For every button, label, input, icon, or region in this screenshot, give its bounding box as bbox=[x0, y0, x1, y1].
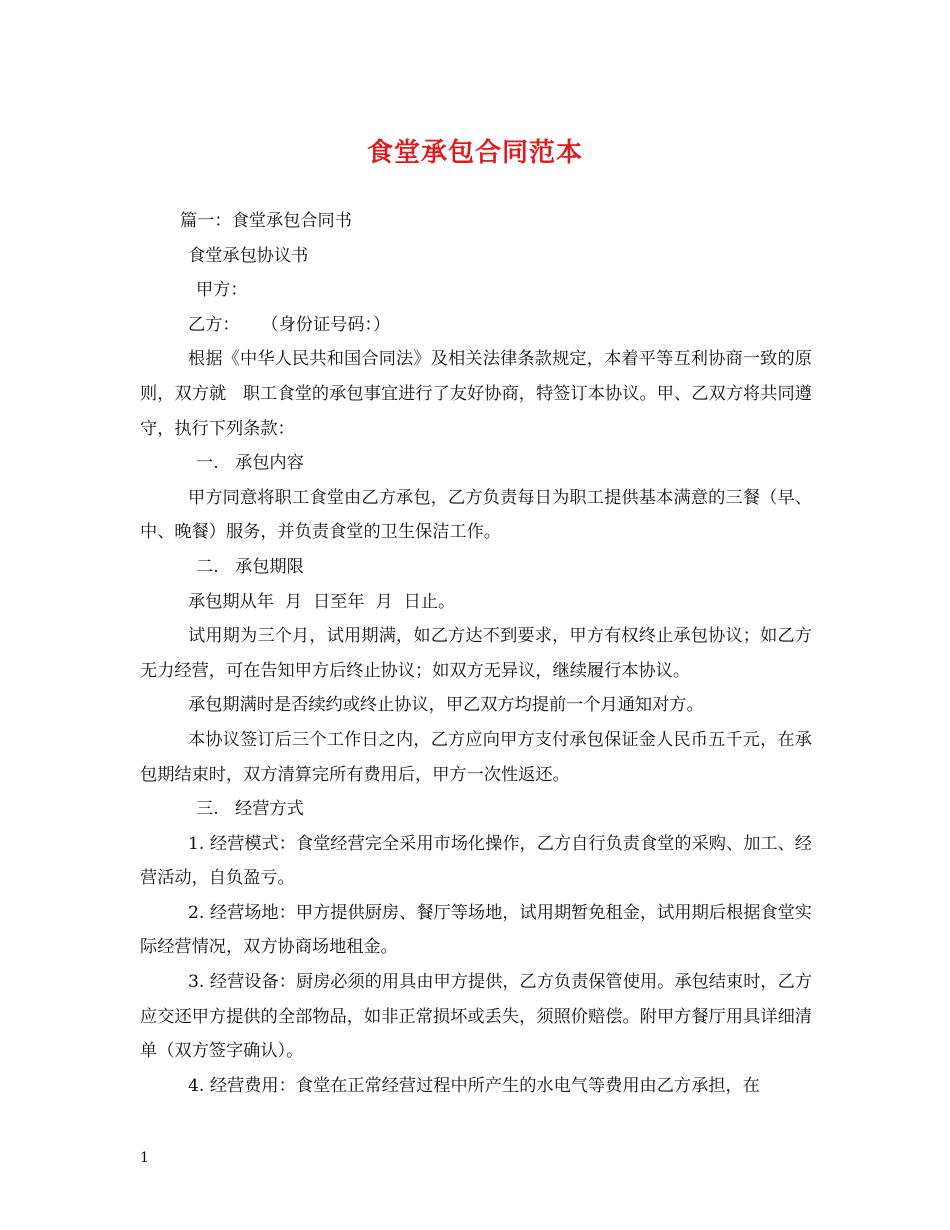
operation-equipment-paragraph: 3. 经营设备：厨房必须的用具由甲方提供，乙方负责保管使用。承包结束时，乙方应交还甲方提供的全部物品，如非正常损坏或丢失，须照价赔偿。附甲方餐厅用具详细清单（双方签字确认）。 bbox=[140, 972, 812, 1062]
section-heading-part-one: 篇一：食堂承包合同书 bbox=[180, 211, 352, 231]
operation-cost-paragraph: 4. 经营费用：食堂在正常经营过程中所产生的水电气等费用由乙方承担，在 bbox=[188, 1075, 760, 1096]
clause-heading-2: 二. 承包期限 bbox=[196, 556, 304, 577]
operation-mode-paragraph: 1. 经营模式：食堂经营完全采用市场化操作，乙方自行负责食堂的采购、加工、经营活动，自负盈亏。 bbox=[140, 833, 812, 889]
document-body bbox=[140, 204, 812, 1103]
page-number: 1 bbox=[140, 1150, 149, 1166]
clause-1-paragraph: 甲方同意将职工食堂由乙方承包，乙方负责每日为职工提供基本满意的三餐（早、中、晚餐）服务，并负责食堂的卫生保洁工作。 bbox=[140, 487, 812, 543]
deposit-paragraph: 本协议签订后三个工作日之内，乙方应向甲方支付承包保证金人民币五千元，在承包期结束时，双方清算完所有费用后，甲方一次性返还。 bbox=[140, 729, 812, 785]
term-period-paragraph: 承包期从年 月 日至年 月 日止。 bbox=[188, 591, 456, 612]
document-title: 食堂承包合同范本 bbox=[366, 138, 583, 168]
clause-heading-1: 一. 承包内容 bbox=[196, 453, 304, 474]
preamble-paragraph: 根据《中华人民共和国合同法》及相关法律条款规定，本着平等互利协商一致的原则，双方就 职工食堂的承包事宜进行了友好协商，特签订本协议。甲、乙双方将共同遵守，执行下列条款： bbox=[140, 349, 812, 439]
party-a-line: 甲方： bbox=[196, 280, 248, 301]
operation-venue-paragraph: 2. 经营场地：甲方提供厨房、餐厅等场地，试用期暂免租金，试用期后根据食堂实际经营情况，双方协商场地租金。 bbox=[140, 902, 812, 958]
party-b-line: 乙方： （身份证号码：） bbox=[188, 314, 391, 335]
trial-period-paragraph: 试用期为三个月，试用期满，如乙方达不到要求，甲方有权终止承包协议；如乙方无力经营，可在告知甲方后终止协议；如双方无异议，继续履行本协议。 bbox=[140, 626, 812, 681]
clause-heading-3: 三. 经营方式 bbox=[196, 799, 304, 820]
renewal-paragraph: 承包期满时是否续约或终止协议，甲乙双方均提前一个月通知对方。 bbox=[188, 695, 704, 716]
agreement-title: 食堂承包协议书 bbox=[188, 245, 309, 266]
